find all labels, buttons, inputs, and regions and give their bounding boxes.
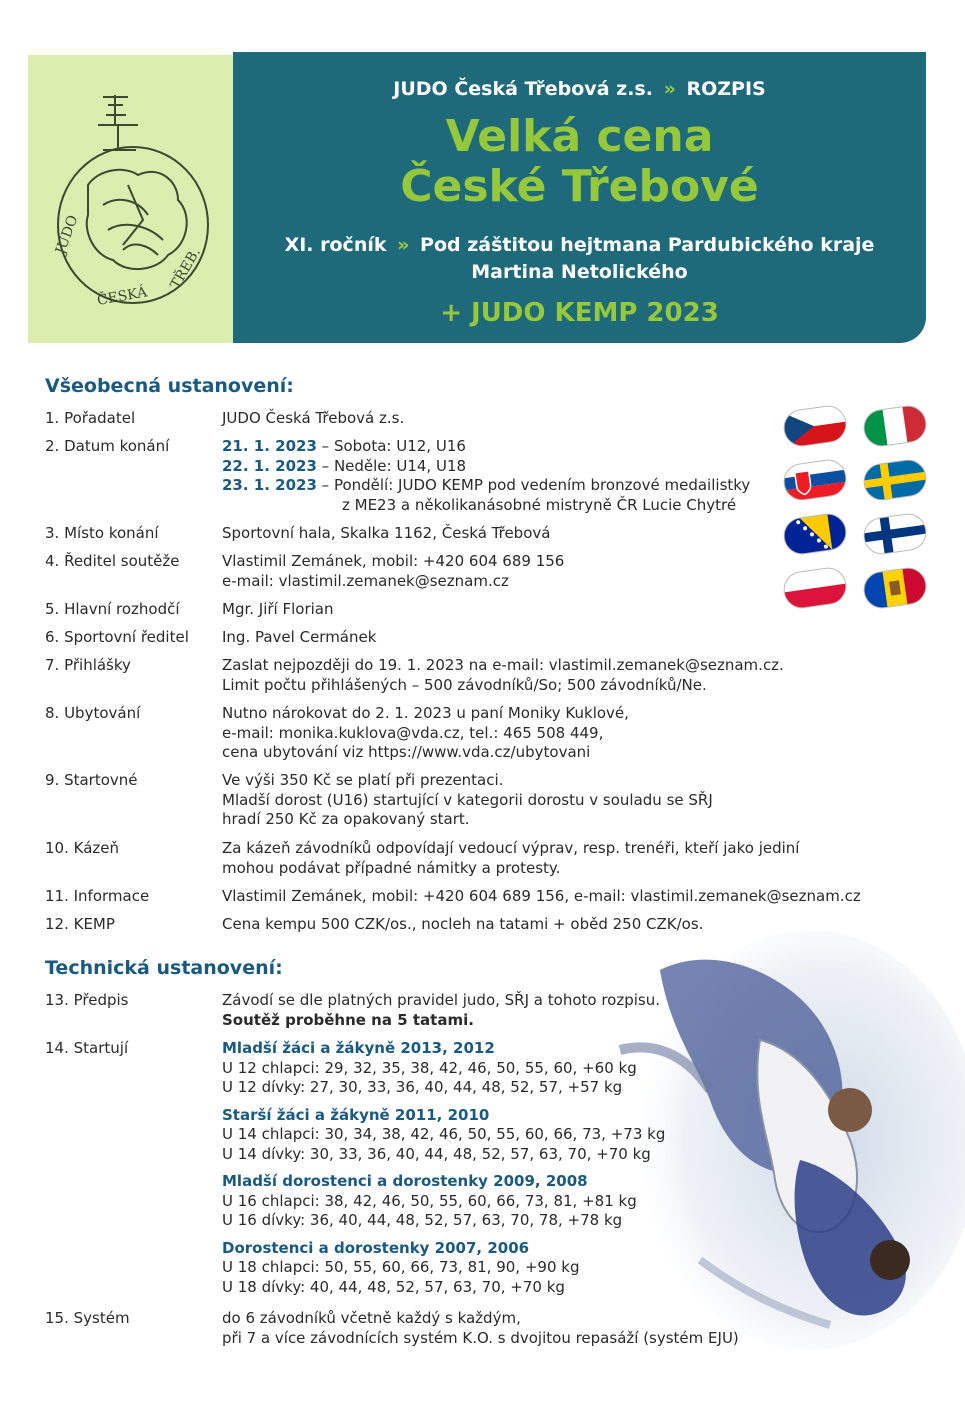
value-venue (222, 524, 550, 544)
label-discipline: 10. Kázeň (45, 839, 119, 857)
value-venue-line: Sportovní hala, Skalka 1162, Česká Třebová (222, 524, 551, 542)
label-director: 4. Ředitel soutěže (45, 552, 180, 570)
svg-text:TŘEB.: TŘEB. (167, 245, 204, 292)
value-accommodation-line-1: Nutno nárokovat do 2. 1. 2023 u paní Moniky Kuklové, (222, 704, 629, 722)
categories-block (222, 1039, 665, 1297)
date-row-3 (222, 476, 750, 496)
value-fee-line-3: hradí 250 Kč za opakovaný start. (222, 810, 470, 828)
svg-text:ČESKÁ: ČESKÁ (95, 284, 149, 309)
value-organizer-line: JUDO Česká Třebová z.s. (222, 409, 405, 427)
value-info (222, 887, 861, 907)
date-1-text: – Sobota: U12, U16 (316, 437, 466, 455)
label-kemp: 12. KEMP (45, 915, 115, 933)
value-director-line-1: Vlastimil Zemánek, mobil: +420 604 689 156 (222, 552, 565, 570)
value-sports-director-line: Ing. Pavel Cermánek (222, 628, 377, 646)
label-fee: 9. Startovné (45, 771, 138, 789)
value-kemp-line: Cena kempu 500 CZK/os., nocleh na tatami + oběd 250 CZK/os. (222, 915, 704, 933)
moldova-flag-icon (862, 566, 928, 610)
patronage-line-1: Pod záštitou hejtmana Pardubického kraje (420, 234, 875, 256)
category-2-title: Starší žáci a žákyně 2011, 2010 (222, 1105, 490, 1124)
value-director (222, 552, 564, 591)
value-referee-line: Mgr. Jiří Florian (222, 600, 334, 618)
judo-club-emblem-icon (28, 55, 233, 343)
value-rules-line: Závodí se dle platných pravidel judo, SŘJ a tohoto rozpisu. (222, 991, 660, 1009)
label-rules: 13. Předpis (45, 991, 129, 1009)
label-sports-director: 6. Sportovní ředitel (45, 628, 189, 646)
header-banner (233, 52, 926, 343)
value-entries-line-1: Zaslat nejpozději do 19. 1. 2023 na e-mail: vlastimil.zemanek@seznam.cz. (222, 656, 784, 674)
date-3-continuation: z ME23 a několikanásobné mistryně ČR Lucie Chytré (342, 495, 737, 514)
value-entries-line-2: Limit počtu přihlášených – 500 závodníků/So; 500 závodníků/Ne. (222, 675, 707, 694)
header-logo-panel (28, 55, 233, 343)
value-entries (222, 656, 784, 695)
label-referee: 5. Hlavní rozhodčí (45, 600, 180, 618)
value-fee-line-2: Mladší dorost (U16) startující v kategorii dorostu v souladu se SŘJ (222, 790, 713, 809)
bosnia-flag-icon (782, 512, 848, 556)
club-line (233, 78, 926, 100)
value-dates (222, 437, 750, 515)
page-title (233, 112, 926, 212)
date-2: 22. 1. 2023 (222, 456, 317, 475)
subtitle (233, 232, 926, 286)
value-sports-director (222, 628, 376, 648)
value-discipline (222, 839, 799, 878)
svg-text:JUDO: JUDO (52, 213, 82, 257)
finland-flag-icon (862, 512, 928, 556)
title-line-2: České Třebové (400, 161, 759, 212)
date-3-text: – Pondělí: JUDO KEMP pod vedením bronzové medailistky (316, 476, 751, 494)
value-accommodation-line-3: cena ubytování viz https://www.vda.cz/ubytovani (222, 743, 591, 761)
category-2-girls: U 14 dívky: 30, 33, 36, 40, 44, 48, 52, 57, 63, 70, +70 kg (222, 1144, 651, 1163)
category-4-title: Dorostenci a dorostenky 2007, 2006 (222, 1238, 530, 1257)
label-venue: 3. Místo konání (45, 524, 159, 542)
czech-flag-icon (782, 404, 848, 448)
slovakia-flag-icon (782, 458, 848, 502)
date-1: 21. 1. 2023 (222, 437, 317, 455)
separator-arrow: » (663, 78, 676, 100)
category-3-boys: U 16 chlapci: 38, 42, 46, 50, 55, 60, 66, 73, 81, +81 kg (222, 1191, 637, 1210)
date-2-text: – Neděle: U14, U18 (316, 456, 467, 475)
value-kemp (222, 915, 703, 935)
value-accommodation-line-2: e-mail: monika.kuklova@vda.cz, tel.: 465 508 449, (222, 723, 604, 742)
value-rules (222, 991, 660, 1030)
club-name: JUDO Česká Třebová z.s. (393, 78, 653, 100)
section-title-general: Všeobecná ustanovení: (45, 375, 294, 397)
value-fee (222, 771, 713, 830)
value-fee-line-1: Ve výši 350 Kč se platí při prezentaci. (222, 771, 504, 789)
category-2-boys: U 14 chlapci: 30, 34, 38, 42, 46, 50, 55, 60, 66, 73, +73 kg (222, 1125, 666, 1143)
date-row-2 (222, 457, 750, 477)
date-row-1 (222, 437, 750, 457)
value-system-line-1: do 6 závodníků včetně každý s každým, (222, 1309, 521, 1327)
label-starters: 14. Startují (45, 1039, 129, 1057)
flags-grid (780, 400, 930, 630)
value-director-line-2: e-mail: vlastimil.zemanek@seznam.cz (222, 571, 509, 590)
label-accommodation: 8. Ubytování (45, 704, 141, 722)
value-rules-tatami: Soutěž proběhne na 5 tatami. (222, 1010, 474, 1029)
label-system: 15. Systém (45, 1309, 130, 1327)
date-3: 23. 1. 2023 (222, 476, 317, 494)
category-1-title: Mladší žáci a žákyně 2013, 2012 (222, 1039, 495, 1057)
poland-flag-icon (782, 566, 848, 610)
value-discipline-line-1: Za kázeň závodníků odpovídají vedoucí výprav, resp. trenéři, kteří jako jediní (222, 839, 800, 857)
sweden-flag-icon (862, 458, 928, 502)
label-date: 2. Datum konání (45, 437, 170, 455)
section-title-technical: Technická ustanovení: (45, 957, 283, 979)
value-system (222, 1309, 739, 1348)
label-entries: 7. Přihlášky (45, 656, 131, 674)
category-4-boys: U 18 chlapci: 50, 55, 60, 66, 73, 81, 90, +90 kg (222, 1258, 580, 1276)
category-3-girls: U 16 dívky: 36, 40, 44, 48, 52, 57, 63, 70, 78, +78 kg (222, 1211, 623, 1229)
label-organizer: 1. Pořadatel (45, 409, 136, 427)
value-discipline-line-2: mohou podávat případné námitky a protesty. (222, 858, 561, 877)
value-organizer (222, 409, 404, 429)
value-info-line: Vlastimil Zemánek, mobil: +420 604 689 156, e-mail: vlastimil.zemanek@seznam.cz (222, 887, 861, 905)
value-accommodation (222, 704, 629, 763)
patronage-line-2: Martina Netolického (471, 261, 688, 283)
title-line-1: Velká cena (445, 111, 714, 162)
category-3-title: Mladší dorostenci a dorostenky 2009, 2008 (222, 1172, 588, 1190)
value-system-line-2: při 7 a více závodnících systém K.O. s dvojitou repasáží (systém EJU) (222, 1328, 739, 1347)
value-referee (222, 600, 334, 620)
doc-type: ROZPIS (686, 78, 766, 100)
separator-arrow-2: » (397, 234, 410, 256)
edition: XI. ročník (284, 234, 387, 256)
category-1-boys: U 12 chlapci: 29, 32, 35, 38, 42, 46, 50, 55, 60, +60 kg (222, 1058, 637, 1077)
kemp-banner: + JUDO KEMP 2023 (440, 298, 719, 328)
category-4-girls: U 18 dívky: 40, 44, 48, 52, 57, 63, 70, +70 kg (222, 1277, 565, 1296)
category-1-girls: U 12 dívky: 27, 30, 33, 36, 40, 44, 48, 52, 57, +57 kg (222, 1078, 623, 1096)
label-info: 11. Informace (45, 887, 150, 905)
italy-flag-icon (862, 404, 928, 448)
